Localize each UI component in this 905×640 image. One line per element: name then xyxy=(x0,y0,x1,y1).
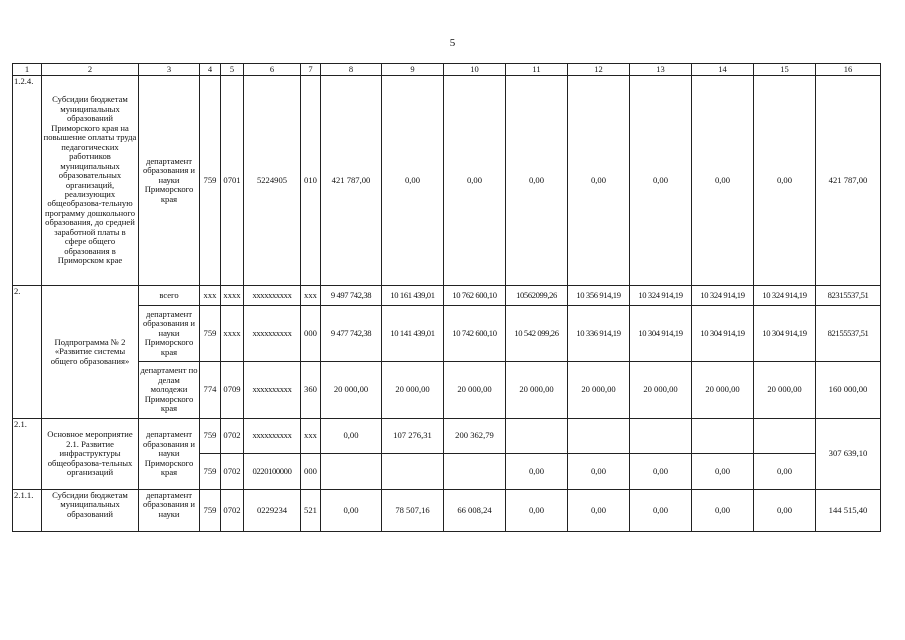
value-cell: 200 362,79 xyxy=(444,419,506,454)
value-cell: 9 477 742,38 xyxy=(321,306,382,362)
row-number: 2.1.1. xyxy=(13,490,42,532)
value-cell: 10 304 914,19 xyxy=(630,306,692,362)
header-cell: 15 xyxy=(754,64,816,76)
value-cell: 9 497 742,38 xyxy=(321,286,382,306)
total-cell: 144 515,40 xyxy=(816,490,881,532)
header-cell: 3 xyxy=(139,64,200,76)
value-cell: 10 304 914,19 xyxy=(692,306,754,362)
value-cell: 0,00 xyxy=(692,76,754,286)
section-code: 0702 xyxy=(221,454,244,490)
expense-code: 360 xyxy=(301,362,321,419)
value-cell: 421 787,00 xyxy=(321,76,382,286)
section-code: 0702 xyxy=(221,419,244,454)
target-code: xxxxxxxxxx xyxy=(244,306,301,362)
value-cell: 20 000,00 xyxy=(692,362,754,419)
header-cell: 7 xyxy=(301,64,321,76)
table-row xyxy=(13,76,881,286)
table-row xyxy=(13,419,881,454)
value-cell: 20 000,00 xyxy=(444,362,506,419)
value-cell xyxy=(630,419,692,454)
value-cell: 0,00 xyxy=(321,419,382,454)
header-cell: 6 xyxy=(244,64,301,76)
value-cell: 0,00 xyxy=(754,76,816,286)
value-cell: 10 542 099,26 xyxy=(506,306,568,362)
value-cell xyxy=(321,454,382,490)
header-cell: 11 xyxy=(506,64,568,76)
grbs-code: 759 xyxy=(200,306,221,362)
value-cell: 20 000,00 xyxy=(321,362,382,419)
section-code: 0702 xyxy=(221,490,244,532)
value-cell: 0,00 xyxy=(568,490,630,532)
target-code: xxxxxxxxxx xyxy=(244,362,301,419)
total-cell: 82155537,51 xyxy=(816,306,881,362)
value-cell: 107 276,31 xyxy=(382,419,444,454)
value-cell: 78 507,16 xyxy=(382,490,444,532)
header-cell: 2 xyxy=(42,64,139,76)
value-cell: 20 000,00 xyxy=(754,362,816,419)
target-code: xxxxxxxxxx xyxy=(244,419,301,454)
header-cell: 9 xyxy=(382,64,444,76)
table-row xyxy=(13,286,881,306)
value-cell: 10 324 914,19 xyxy=(692,286,754,306)
grbs-code: 759 xyxy=(200,76,221,286)
grbs-code: xxx xyxy=(200,286,221,306)
target-code: xxxxxxxxxx xyxy=(244,286,301,306)
expense-code: xxx xyxy=(301,419,321,454)
row-name: Подпрограмма № 2 «Развитие системы общего образования» xyxy=(42,286,139,419)
value-cell: 0,00 xyxy=(506,454,568,490)
value-cell: 0,00 xyxy=(568,454,630,490)
target-code: 5224905 xyxy=(244,76,301,286)
value-cell: 20 000,00 xyxy=(506,362,568,419)
total-cell: 421 787,00 xyxy=(816,76,881,286)
header-cell: 8 xyxy=(321,64,382,76)
executor: департамент образования и науки Приморского края xyxy=(139,419,200,490)
value-cell: 0,00 xyxy=(630,76,692,286)
value-cell: 10 742 600,10 xyxy=(444,306,506,362)
expense-code: 521 xyxy=(301,490,321,532)
value-cell: 0,00 xyxy=(630,490,692,532)
value-cell xyxy=(754,419,816,454)
grbs-code: 774 xyxy=(200,362,221,419)
expense-code: 010 xyxy=(301,76,321,286)
value-cell: 0,00 xyxy=(506,490,568,532)
value-cell: 0,00 xyxy=(506,76,568,286)
header-cell: 5 xyxy=(221,64,244,76)
row-number: 2. xyxy=(13,286,42,419)
table-row xyxy=(13,362,881,419)
executor: департамент образования и науки Приморского края xyxy=(139,76,200,286)
value-cell: 10562099,26 xyxy=(506,286,568,306)
value-cell xyxy=(692,419,754,454)
value-cell: 20 000,00 xyxy=(382,362,444,419)
section-code: 0709 xyxy=(221,362,244,419)
value-cell: 10 762 600,10 xyxy=(444,286,506,306)
value-cell: 0,00 xyxy=(568,76,630,286)
table-row xyxy=(13,306,881,362)
table-row xyxy=(13,490,881,532)
value-cell xyxy=(382,454,444,490)
value-cell: 10 356 914,19 xyxy=(568,286,630,306)
target-code: 0229234 xyxy=(244,490,301,532)
row-name: Основное мероприятие 2.1. Развитие инфраструктуры общеобразова-тельных организаций xyxy=(42,419,139,490)
section-code: xxxx xyxy=(221,286,244,306)
row-name: Субсидии бюджетам муниципальных образований Приморского края на повышение оплаты труда педагогических работников муниципальных образовательных организаций, реализующих общеобразова-тельную программу дошкольного образования, до средней заработной платы в сфере общего образования в Приморском крае xyxy=(42,76,139,286)
executor: департамент образования и науки Приморского края xyxy=(139,306,200,362)
value-cell: 10 161 439,01 xyxy=(382,286,444,306)
value-cell: 10 324 914,19 xyxy=(754,286,816,306)
value-cell xyxy=(568,419,630,454)
header-cell: 13 xyxy=(630,64,692,76)
total-cell: 160 000,00 xyxy=(816,362,881,419)
expense-code: 000 xyxy=(301,454,321,490)
section-code: xxxx xyxy=(221,306,244,362)
target-code: 0220100000 xyxy=(244,454,301,490)
expense-code: xxx xyxy=(301,286,321,306)
grbs-code: 759 xyxy=(200,490,221,532)
value-cell: 0,00 xyxy=(754,490,816,532)
executor: всего xyxy=(139,286,200,306)
header-cell: 12 xyxy=(568,64,630,76)
row-number: 2.1. xyxy=(13,419,42,490)
value-cell: 0,00 xyxy=(692,490,754,532)
value-cell: 0,00 xyxy=(382,76,444,286)
value-cell xyxy=(506,419,568,454)
grbs-code: 759 xyxy=(200,454,221,490)
header-cell: 16 xyxy=(816,64,881,76)
header-row xyxy=(13,64,881,76)
budget-table xyxy=(12,63,881,532)
value-cell: 0,00 xyxy=(692,454,754,490)
section-code: 0701 xyxy=(221,76,244,286)
value-cell: 10 141 439,01 xyxy=(382,306,444,362)
total-cell: 307 639,10 xyxy=(816,419,881,490)
value-cell: 0,00 xyxy=(630,454,692,490)
value-cell: 66 008,24 xyxy=(444,490,506,532)
header-cell: 1 xyxy=(13,64,42,76)
value-cell: 20 000,00 xyxy=(568,362,630,419)
value-cell: 20 000,00 xyxy=(630,362,692,419)
row-name: Субсидии бюджетам муниципальных образований xyxy=(42,490,139,532)
executor: департамент образования и науки xyxy=(139,490,200,532)
total-cell: 82315537,51 xyxy=(816,286,881,306)
value-cell xyxy=(444,454,506,490)
header-cell: 4 xyxy=(200,64,221,76)
page-number: 5 xyxy=(449,37,456,49)
value-cell: 0,00 xyxy=(321,490,382,532)
value-cell: 10 304 914,19 xyxy=(754,306,816,362)
expense-code: 000 xyxy=(301,306,321,362)
value-cell: 10 324 914,19 xyxy=(630,286,692,306)
header-cell: 14 xyxy=(692,64,754,76)
value-cell: 0,00 xyxy=(754,454,816,490)
value-cell: 10 336 914,19 xyxy=(568,306,630,362)
row-number: 1.2.4. xyxy=(13,76,42,286)
grbs-code: 759 xyxy=(200,419,221,454)
header-cell: 10 xyxy=(444,64,506,76)
value-cell: 0,00 xyxy=(444,76,506,286)
executor: департамент по делам молодежи Приморского края xyxy=(139,362,200,419)
